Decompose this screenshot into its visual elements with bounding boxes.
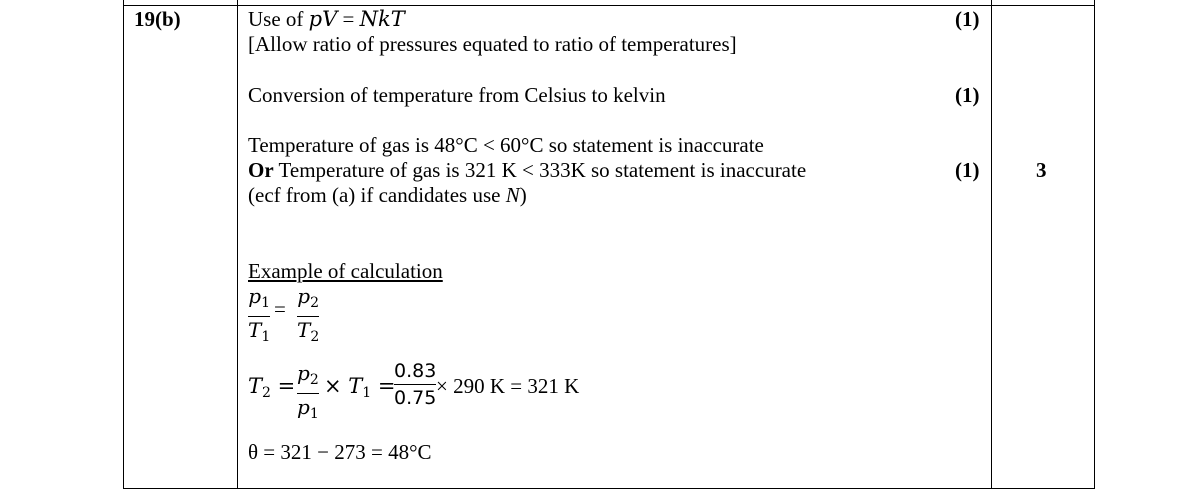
question-number: 19(b) [134, 7, 181, 31]
answer-line-2: [Allow ratio of pressures equated to ratio of temperatures] [248, 32, 737, 56]
mark-2: (1) [955, 83, 980, 107]
mark-scheme-table [123, 0, 1095, 489]
answer-line-1: Use of pV = NkT [248, 7, 405, 31]
or-keyword: Or [248, 158, 274, 182]
eq2-result: × 290 K = 321 K [436, 374, 580, 398]
example-heading: Example of calculation [248, 259, 443, 283]
eq3-celsius: θ = 321 − 273 = 48°C [248, 440, 432, 464]
eq2-times-t1: × $T_1$ = [324, 374, 396, 401]
column-divider [991, 0, 992, 489]
fraction-p2-p1: $p_2$ $p_1$ [297, 361, 319, 422]
equals-sign: = [274, 297, 286, 321]
fraction-numeric: 0.83 0.75 [394, 360, 437, 409]
answer-line-5: Or Temperature of gas is 321 K < 333K so statement is inaccurate [248, 158, 807, 182]
answer-line-6: (ecf from (a) if candidates use N) [248, 183, 527, 207]
mark-1: (1) [955, 7, 980, 31]
answer-line-4: Temperature of gas is 48°C < 60°C so statement is inaccurate [248, 133, 764, 157]
eq2-lhs: $T_2$ = [248, 374, 296, 401]
mark-3: (1) [955, 158, 980, 182]
column-divider [237, 0, 238, 489]
answer-line-3: Conversion of temperature from Celsius to kelvin [248, 83, 666, 107]
fraction-p1-t1: $p_1$ $T_1$ [248, 284, 271, 345]
fraction-p2-t2: $p_2$ $T_2$ [297, 284, 320, 345]
total-marks: 3 [1036, 158, 1047, 182]
